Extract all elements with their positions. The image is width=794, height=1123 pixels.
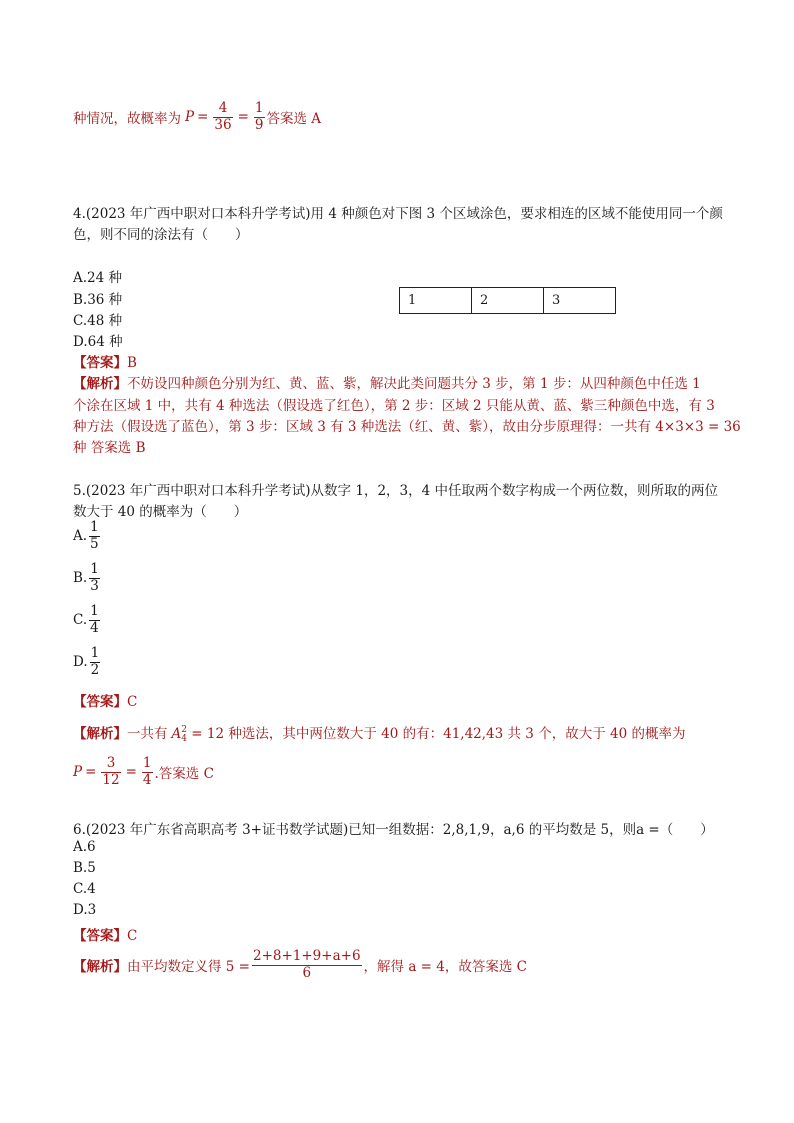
q5-f1-den: 12 [102,771,120,788]
q4-analysis-line4: 种 答案选 B [73,440,146,456]
q6-answer [73,924,137,944]
q3-f1-den: 36 [214,116,232,133]
q5-f1-num: 3 [101,756,120,773]
q5-option-d-letter: D. [73,654,88,671]
q5-option-a-letter: A. [73,528,88,545]
q5-option-c [73,604,102,636]
q5-d-den: 2 [90,661,100,678]
q5-option-b [73,562,102,594]
q5-analysis-line1 [73,722,685,743]
q5-perm-base: A [171,726,182,742]
q5-b-num: 1 [90,561,99,577]
q5-answer [73,690,137,710]
q6-option-c: C.4 [73,881,96,897]
q6-option-a: A.6 [73,839,96,855]
q5-option-b-letter: B. [73,570,88,587]
q5-f2-num: 1 [142,754,152,771]
q4-option-c: C.48 种 [73,313,123,329]
q4-option-d: D.64 种 [73,334,123,350]
q5-answer-value: C [127,694,138,710]
q6-fraction [252,949,362,981]
region-2: 2 [472,288,544,314]
q3-f2-den: 9 [254,116,264,133]
q6-analysis-a: 由平均数定义得 5 = [127,959,250,975]
q4-answer-label: 【答案】 [73,355,127,371]
q3-eq1: = [197,109,209,125]
q5-fraction-1 [101,756,120,788]
q6-analysis-label: 【解析】 [73,959,127,975]
q5-perm-sub: 4 [181,733,187,744]
q3-fraction-1 [213,101,232,133]
q6-analysis-b: ，解得 a = 4，故答案选 C [363,959,527,975]
q5-option-b-fraction [89,562,100,594]
q5-analysis-a: 一共有 [127,726,168,742]
q5-analysis-label: 【解析】 [73,726,127,742]
q5-answer-text: .答案选 C [154,766,214,782]
q5-a-num: 1 [90,519,99,535]
region-3: 3 [544,288,616,314]
q6-answer-label: 【答案】 [73,928,127,944]
q6-analysis [73,945,527,985]
q5-d-num: 1 [90,645,100,661]
q4-analysis-text-1: 不妨设四种颜色分别为红、黄、蓝、紫，解决此类问题共分 3 步，第 1 步：从四种颜色中任选 1 [127,376,701,392]
q5-option-d-fraction [90,646,101,678]
q6-option-b: B.5 [73,860,96,876]
q5-b-den: 3 [90,577,99,594]
q5-stem-line2: 数大于 40 的概率为（ ） [73,504,248,520]
q5-option-d [73,646,102,678]
q6-frac-num: 2+8+1+9+a+6 [252,947,361,964]
q5-option-c-fraction [89,604,100,636]
q3-prefix: 种情况，故概率为 [73,111,181,127]
q4-analysis-line3: 种方法（假设选了蓝色），第 3 步：区域 3 有 3 种选法（红、黄、紫），故由分步原理得：一共有 4×3×3 = 36 [73,419,741,435]
q5-option-a [73,520,102,552]
q3-eq2: = [237,109,249,125]
q5-eq2: = [125,764,137,780]
q6-option-d: D.3 [73,902,97,918]
q5-c-den: 4 [90,619,99,636]
q4-region-diagram [399,287,616,314]
q4-analysis-label: 【解析】 [73,376,127,392]
q5-analysis-line2 [73,752,214,792]
q5-fraction-2 [142,756,153,788]
q5-answer-label: 【答案】 [73,694,127,710]
q4-stem-line1: 4.(2023 年广西中职对口本科升学考试)用 4 种颜色对下图 3 个区域涂色，要求相连的区域不能使用同一个颜 [73,206,723,222]
q5-option-c-letter: C. [73,612,88,629]
q3-f2-num: 1 [254,99,264,116]
q4-answer-value: B [127,355,137,371]
q6-answer-value: C [127,928,138,944]
q4-option-a: A.24 种 [73,270,123,286]
q3-f1-num: 4 [213,101,232,118]
q5-perm-sup: 2 [181,725,187,736]
q5-c-num: 1 [90,603,99,619]
q4-analysis-line2: 个涂在区域 1 中，共有 4 种选法（假设选了红色），第 2 步：区域 2 只能从黄、蓝、紫三种颜色中选，有 3 [73,398,715,414]
q4-option-b: B.36 种 [73,292,123,308]
q5-option-a-fraction [89,520,100,552]
q3-fraction-2 [254,101,265,133]
q4-analysis-line1 [73,372,701,392]
q5-eq1: = [85,764,97,780]
q3-p-var: P [185,109,195,125]
q5-f2-den: 4 [142,771,152,788]
q5-analysis-b: = 12 种选法，其中两位数大于 40 的有：41,42,43 共 3 个，故大于 40 的概率为 [186,726,686,742]
q3-conclusion [73,97,321,137]
region-1: 1 [400,288,472,314]
q5-a-den: 5 [90,535,99,552]
q6-stem: 6.(2023 年广东省高职高考 3+证书数学试题)已知一组数据：2,8,1,9，a,6 的平均数是 5，则a =（ ） [73,822,714,838]
q4-answer [73,351,137,371]
q6-frac-den: 6 [302,964,312,981]
q4-stem-line2: 色，则不同的涂法有（ ） [73,227,249,243]
q5-stem-line1: 5.(2023 年广西中职对口本科升学考试)从数字 1，2，3，4 中任取两个数字构成一个两位数，则所取的两位 [73,483,718,499]
q5-p-var: P [73,764,83,780]
q3-answer-text: 答案选 A [266,111,322,127]
